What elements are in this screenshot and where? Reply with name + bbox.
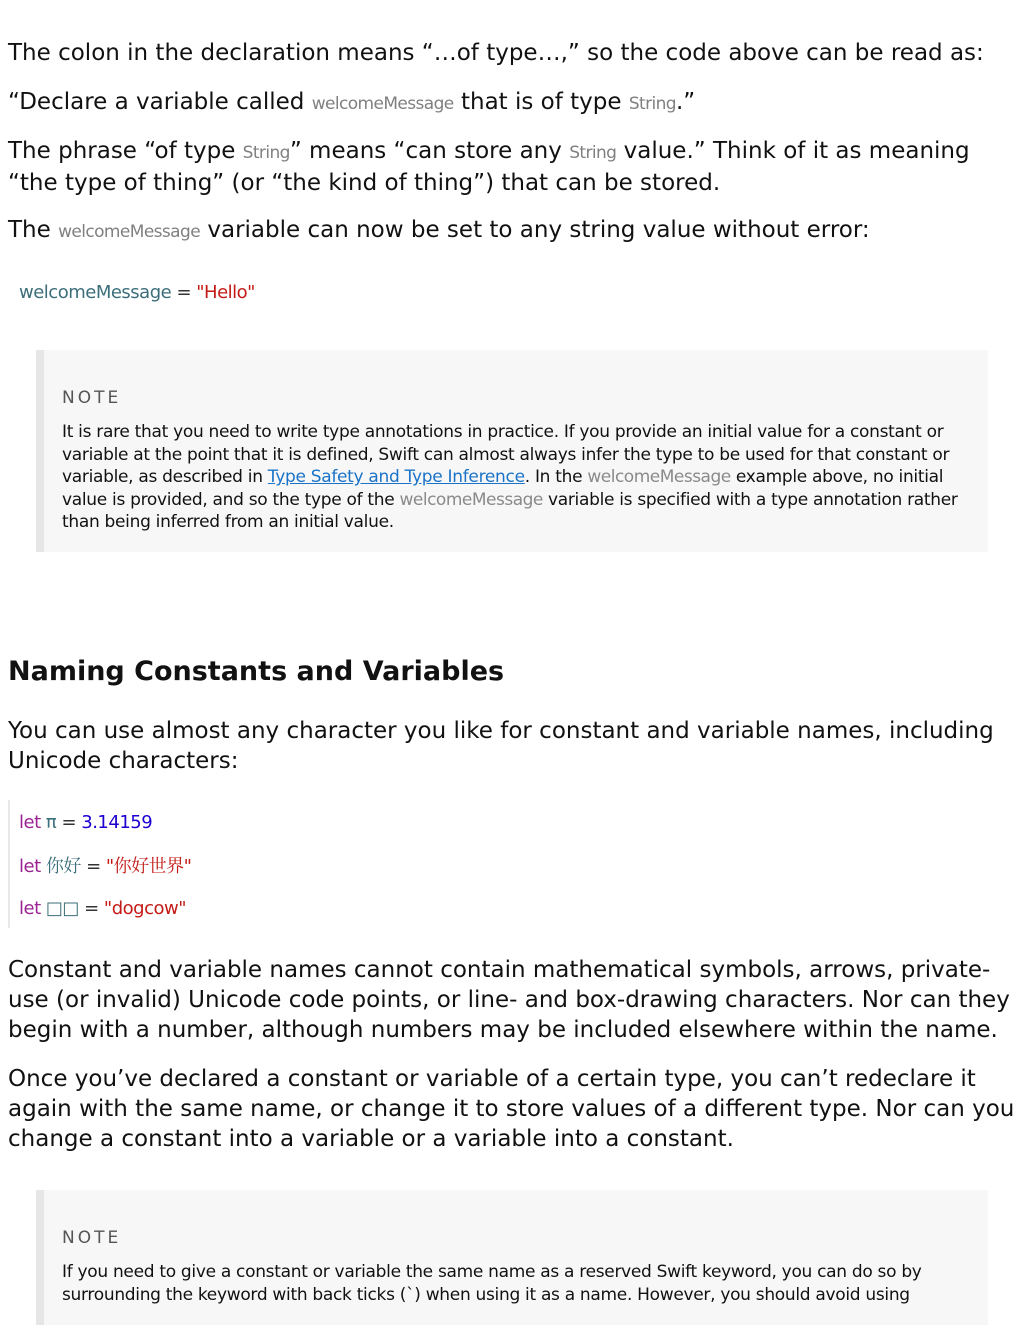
text-run: The <box>8 217 59 243</box>
inline-code: String <box>242 143 290 163</box>
code-number: 3.14159 <box>81 812 153 833</box>
note-text: If you need to give a constant or variable the same name as a reserved Swift keyword, you can do so by surrounding the keyword with back ticks (`) when using it as a name. However, you should avoid using <box>62 1262 922 1305</box>
code-string: "你好世界" <box>105 856 192 877</box>
code-identifier: □□ <box>45 898 79 919</box>
inline-code: String <box>628 94 676 114</box>
code-line <box>19 897 186 921</box>
paragraph-redeclare: Once you’ve declared a constant or variable of a certain type, you can’t redeclare it again with the same name, or change it to store values of a different type. Nor can you change a constant into a variable or a variable into a constant. <box>8 1066 1015 1152</box>
code-operator: = <box>171 282 197 303</box>
code-operator: = <box>56 812 82 833</box>
note-box-type-annotations <box>36 350 988 552</box>
code-keyword: let <box>19 812 41 833</box>
text-run: It is rare that you need to write type annotations in practice. If you provide an initial value for a constant or variable at the point that it is defined, Swift can almost always infer the type to be used for that constant or variable, as described in <box>62 422 950 488</box>
code-block-border <box>8 800 10 928</box>
text-run: variable is specified with a type annotation rather than being inferred from an initial value. <box>62 489 958 533</box>
paragraph-set-any-string <box>8 215 1016 247</box>
inline-code: welcomeMessage <box>587 467 731 488</box>
code-identifier: 你好 <box>45 856 81 877</box>
note-label: NOTE <box>62 1228 122 1248</box>
inline-code: welcomeMessage <box>311 94 454 114</box>
code-line <box>19 811 152 835</box>
code-variable: welcomeMessage <box>19 282 172 303</box>
paragraph-colon-meaning: The colon in the declaration means “…of type…,” so the code above can be read as: <box>8 40 984 66</box>
code-operator: = <box>80 856 106 877</box>
text-run: value.” Think of it as meaning “the type of thing” (or “the kind of thing”) that can be stored. <box>8 138 970 196</box>
paragraph-unicode-names: You can use almost any character you like for constant and variable names, including Unicode characters: <box>8 718 994 774</box>
note-text <box>62 421 962 534</box>
code-sample-assignment <box>19 281 255 305</box>
paragraph-declare-reading <box>8 87 1016 119</box>
section-heading: Naming Constants and Variables <box>8 656 505 687</box>
text-run: .” <box>676 89 696 115</box>
code-keyword: let <box>19 856 41 877</box>
code-identifier: π <box>45 812 57 833</box>
code-operator: = <box>78 898 104 919</box>
text-run: ” means “can store any <box>289 138 570 164</box>
type-safety-link[interactable]: Type Safety and Type Inference <box>267 467 525 488</box>
text-run: . In the <box>524 467 588 488</box>
inline-code: welcomeMessage <box>399 489 543 510</box>
text-run: that is of type <box>453 89 629 115</box>
inline-code: welcomeMessage <box>58 222 201 242</box>
text-run: example above, no initial value is provided, and so the type of the <box>62 467 944 510</box>
text-run: “Declare a variable called <box>8 89 312 115</box>
text-run: variable can now be set to any string value without error: <box>200 217 870 243</box>
inline-code: String <box>569 143 617 163</box>
code-string: "Hello" <box>196 282 255 303</box>
text-run: The phrase “of type <box>8 138 243 164</box>
note-box-reserved-keywords <box>36 1190 988 1325</box>
note-label: NOTE <box>62 388 122 408</box>
code-line <box>19 855 191 879</box>
paragraph-name-restrictions: Constant and variable names cannot contain mathematical symbols, arrows, private-use (or invalid) Unicode code points, or line- and box-drawing characters. Nor can they begin with a number, although numbers may be included elsewhere within the name. <box>8 957 1010 1043</box>
code-keyword: let <box>19 898 41 919</box>
code-string: "dogcow" <box>103 898 186 919</box>
paragraph-of-type-phrase <box>8 136 1016 198</box>
